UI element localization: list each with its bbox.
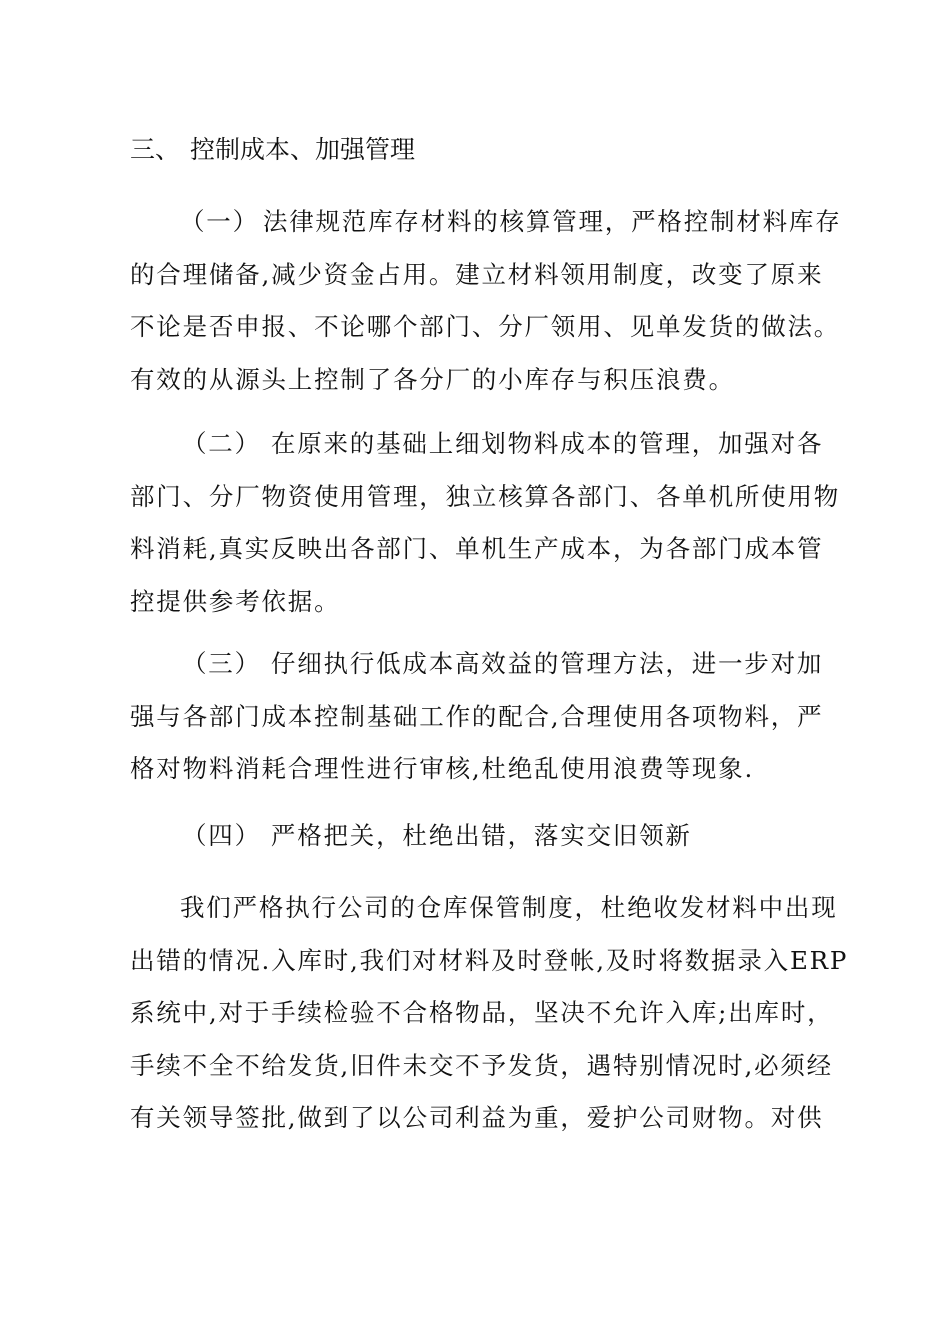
- paragraph-line: 出错的情况.入库时,我们对材料及时登帐,及时将数据录入ERP: [130, 945, 849, 975]
- closing-paragraph: [130, 882, 849, 1145]
- paragraph-line: 控提供参考依据。: [130, 586, 341, 616]
- paragraph-line: 有效的从源头上控制了各分厂的小库存与积压浪费。: [130, 364, 735, 394]
- paragraph-line: （二） 在原来的基础上细划物料成本的管理，加强对各: [130, 418, 830, 471]
- section-title: 控制成本、加强管理: [190, 135, 416, 164]
- paragraph-line: （一） 法律规范库存材料的核算管理，严格控制材料库存: [130, 196, 830, 249]
- paragraph-line: 系统中,对于手续检验不合格物品，坚决不允许入库;出库时，: [130, 998, 834, 1027]
- paragraph-line: 料消耗,真实反映出各部门、单机生产成本，为各部门成本管: [130, 534, 824, 563]
- item-paragraph-3: [130, 638, 830, 796]
- item-paragraph-4: [130, 810, 830, 863]
- paragraph-line: 我们严格执行公司的仓库保管制度，杜绝收发材料中出现: [180, 893, 838, 922]
- item-label: （三）: [182, 649, 261, 678]
- paragraph-line: 手续不全不给发货,旧件未交不予发货，遇特别情况时,必须经: [130, 1050, 833, 1080]
- section-heading: [130, 132, 415, 168]
- paragraph-line: （三） 仔细执行低成本高效益的管理方法，进一步对加: [130, 638, 830, 691]
- item-paragraph-1: [130, 196, 842, 406]
- paragraph-line: 的合理储备,减少资金占用。建立材料领用制度，改变了原来: [130, 259, 824, 289]
- paragraph-line: （四） 严格把关，杜绝出错，落实交旧领新: [130, 810, 830, 863]
- paragraph-line: 不论是否申报、不论哪个部门、分厂领用、见单发货的做法。: [130, 312, 841, 341]
- paragraph-line: 格对物料消耗合理性进行审核,杜绝乱使用浪费等现象.: [130, 754, 755, 783]
- item-label: （四）: [182, 821, 261, 850]
- section-number: 三、: [130, 135, 181, 164]
- item-paragraph-2: [130, 418, 841, 628]
- paragraph-line: 强与各部门成本控制基础工作的配合,合理使用各项物料，严: [130, 701, 824, 731]
- item-label: （一）: [180, 207, 259, 236]
- paragraph-line: 部门、分厂物资使用管理，独立核算各部门、各单机所使用物: [130, 481, 841, 511]
- paragraph-line: 有关领导签批,做到了以公司利益为重，爱护公司财物。对供: [130, 1103, 824, 1132]
- item-label: （二）: [182, 429, 261, 458]
